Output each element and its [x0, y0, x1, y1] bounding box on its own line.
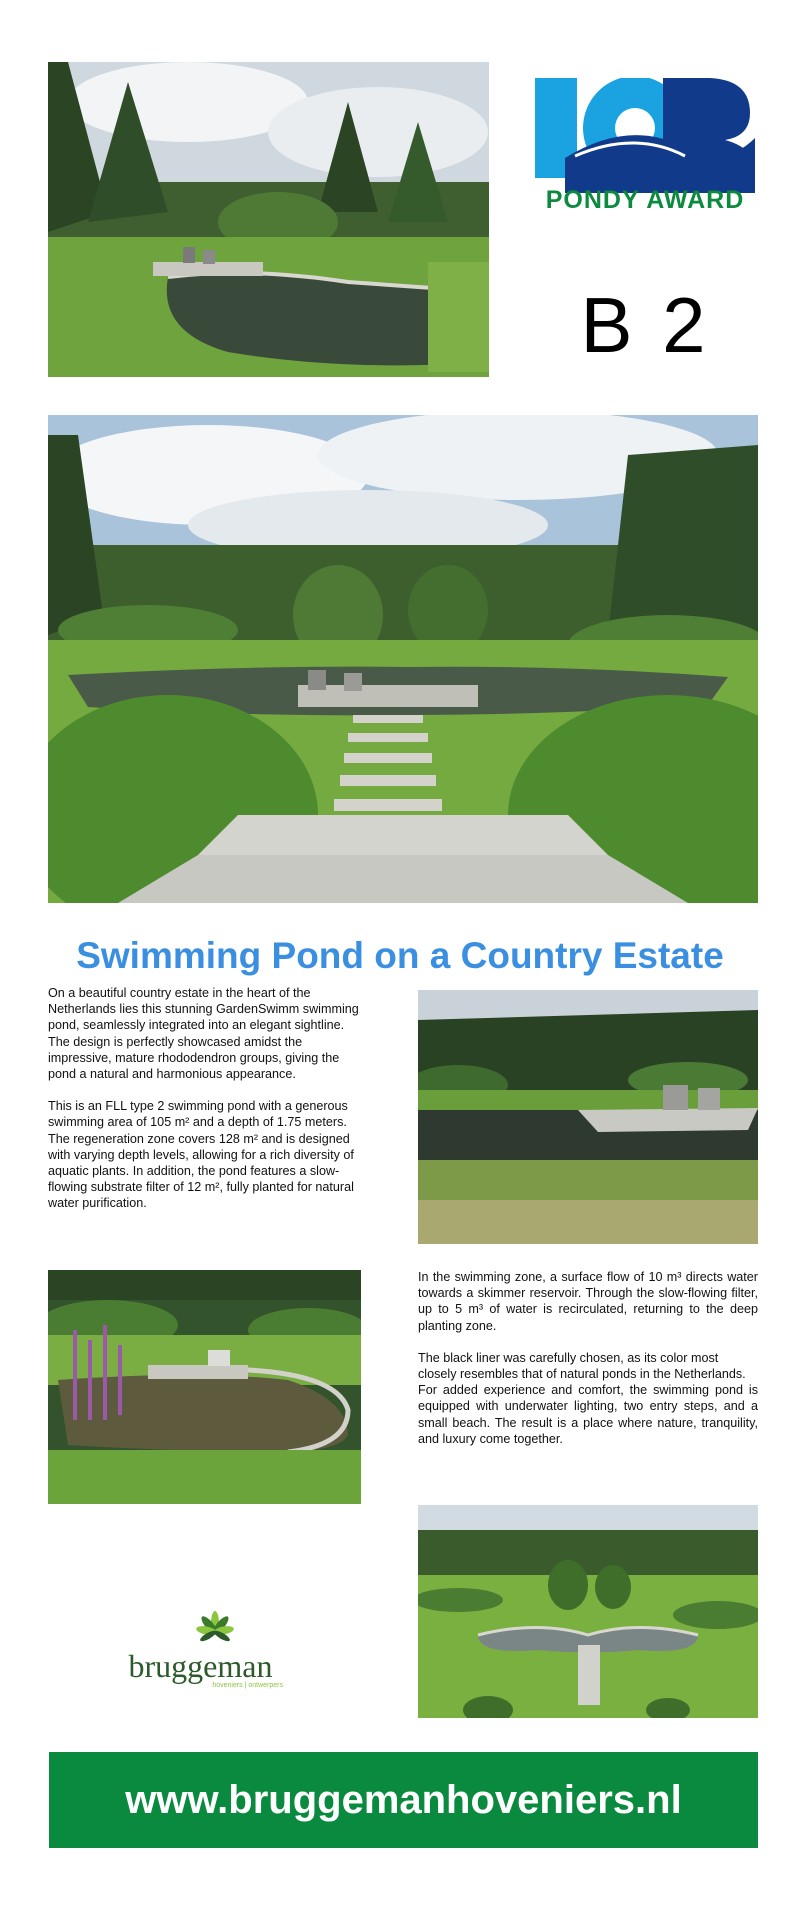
brand-name: bruggeman: [128, 1648, 273, 1684]
photo-pond-deck-top: [48, 62, 489, 377]
award-name: PONDY AWARD: [545, 186, 745, 214]
website-link[interactable]: www.bruggemanhoveniers.nl: [125, 1777, 682, 1822]
page-title: Swimming Pond on a Country Estate: [76, 935, 724, 976]
intro-text: [48, 985, 363, 1228]
details-paragraph-2: The black liner was carefully chosen, as its color most closely resembles that of natural ponds in the Netherlands.: [418, 1350, 746, 1382]
details-paragraph-3: For added experience and comfort, the swimming pond is equipped with underwater lighting, two entry steps, and a small beach. The result is a place where nature, tranquility, and luxury come together.: [418, 1383, 758, 1446]
intro-paragraph-2: This is an FLL type 2 swimming pond with a generous swimming area of 105 m² and a depth of 1.75 meters. The regeneration zone covers 128 m² and is designed with varying depth levels, allowing for a rich diversity of aquatic plants. In addition, the pond features a slow-flowing substrate filter of 12 m², fully planted for natural water purification.: [48, 1099, 354, 1211]
photo-pond-flowers: [48, 1270, 361, 1504]
photo-aerial-view: [418, 1505, 758, 1718]
photo-deck-reeds: [418, 990, 758, 1244]
details-text: [418, 1269, 758, 1463]
award-code: B 2: [580, 281, 710, 369]
bruggeman-logo: [118, 1610, 283, 1690]
details-paragraph-1: In the swimming zone, a surface flow of 10 m³ directs water towards a skimmer reservoir. Through the slow-flowing filter, up to 5 m³ of water is recirculated, returning to the deep planting zone.: [418, 1270, 758, 1333]
website-banner: [49, 1752, 758, 1848]
photo-pond-steps-main: [48, 415, 758, 903]
brand-tagline: hoveniers | ontwerpers: [212, 1682, 283, 1689]
pondy-award-logo: [535, 78, 755, 213]
intro-paragraph-1: On a beautiful country estate in the heart of the Netherlands lies this stunning GardenSwimm swimming pond, seamlessly integrated into an elegant sightline. The design is perfectly showcased amidst the impressive, mature rhododendron groups, giving the pond a natural and harmonious appearance.: [48, 986, 359, 1082]
leaf-icon: [193, 1610, 237, 1650]
